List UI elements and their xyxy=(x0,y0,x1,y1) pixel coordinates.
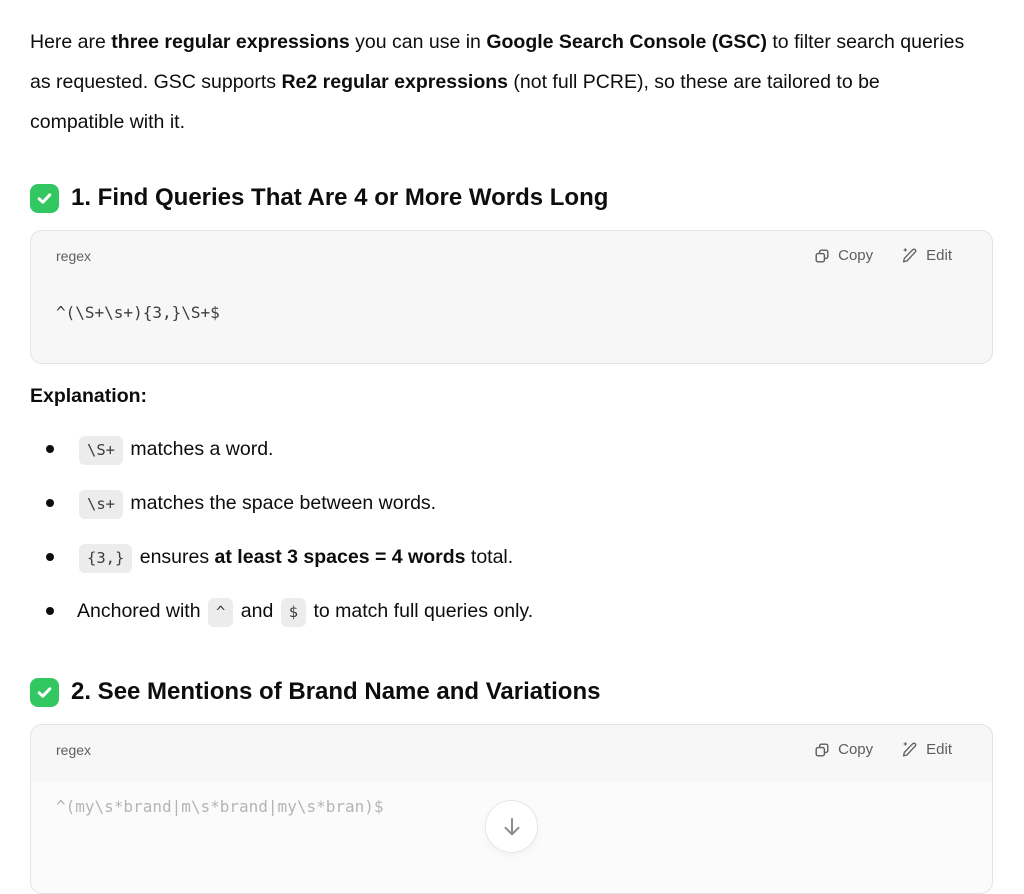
intro-paragraph xyxy=(30,22,975,142)
code-actions xyxy=(814,247,952,264)
intro-bold: Re2 regular expressions xyxy=(281,71,508,93)
explanation-label: Explanation: xyxy=(30,385,148,407)
copy-button-label: Copy xyxy=(838,741,874,758)
bullet-bold-text: at least 3 spaces = 4 words xyxy=(214,546,466,568)
code-block-1-header xyxy=(31,231,992,265)
edit-button[interactable] xyxy=(901,741,952,758)
list-item xyxy=(77,598,993,627)
bullet-text: and xyxy=(235,600,279,622)
code-content-2: ^(my\s*brand|m\s*brand|my\s*bran)$ xyxy=(56,797,384,816)
section-2-heading xyxy=(30,677,993,707)
edit-button-label: Edit xyxy=(926,247,952,264)
code-actions xyxy=(814,741,952,758)
copy-button-label: Copy xyxy=(838,247,874,264)
code-block-2-header xyxy=(31,725,992,759)
check-icon xyxy=(30,184,59,213)
bullet-text: ensures xyxy=(134,546,215,568)
intro-bold: three regular expressions xyxy=(111,31,350,53)
bullet-text: total. xyxy=(465,546,514,568)
inline-code-chip: $ xyxy=(281,598,306,627)
list-item xyxy=(77,436,993,465)
inline-code-chip: ^ xyxy=(208,598,233,627)
chat-response xyxy=(0,22,1024,894)
bullet-text: to match full queries only. xyxy=(308,600,534,622)
inline-code-chip: \s+ xyxy=(79,490,123,519)
copy-icon xyxy=(814,742,830,758)
intro-text: you can use in xyxy=(349,31,487,53)
edit-icon xyxy=(901,741,918,758)
bullet-text: matches a word. xyxy=(125,438,274,460)
copy-button[interactable] xyxy=(814,247,873,264)
edit-icon xyxy=(901,247,918,264)
code-language-label: regex xyxy=(56,741,92,758)
code-block-1 xyxy=(30,230,993,364)
code-language-label: regex xyxy=(56,247,92,264)
section-2-heading-text: 2. See Mentions of Brand Name and Variations xyxy=(71,678,601,705)
intro-text: (not full PCRE), so these are tailored to be compatible with it. xyxy=(30,71,880,133)
bullet-text: matches the space between words. xyxy=(125,492,437,514)
check-icon xyxy=(30,678,59,707)
intro-text: Here are xyxy=(30,31,112,53)
copy-button[interactable] xyxy=(814,741,873,758)
section-1-heading xyxy=(30,183,993,213)
list-item xyxy=(77,490,993,519)
edit-button-label: Edit xyxy=(926,741,952,758)
explanation-list xyxy=(30,436,993,627)
intro-bold: Google Search Console (GSC) xyxy=(486,31,767,53)
edit-button[interactable] xyxy=(901,247,952,264)
bullet-text: Anchored with xyxy=(77,600,206,622)
intro-text: to filter search queries as requested. GSC supports xyxy=(30,31,965,93)
inline-code-chip: {3,} xyxy=(79,544,132,573)
copy-icon xyxy=(814,248,830,264)
inline-code-chip: \S+ xyxy=(79,436,123,465)
code-content-1: ^(\S+\s+){3,}\S+$ xyxy=(56,303,220,322)
section-1-heading-text: 1. Find Queries That Are 4 or More Words Long xyxy=(71,184,609,211)
list-item xyxy=(77,544,993,573)
